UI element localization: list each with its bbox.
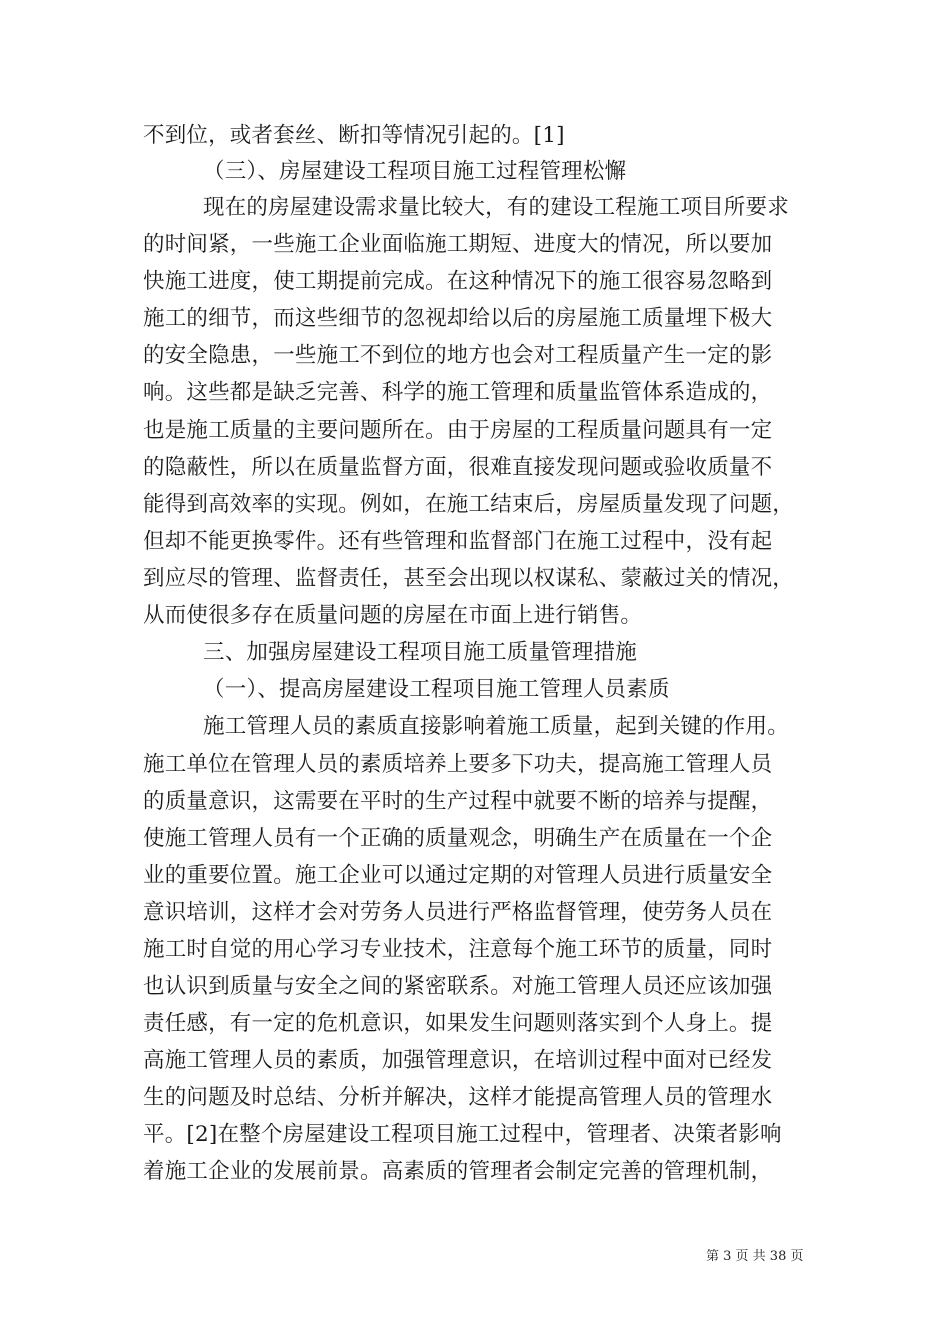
text-line: 着施工企业的发展前景。高素质的管理者会制定完善的管理机制， [143, 1159, 773, 1184]
text-line: 的安全隐患，一些施工不到位的地方也会对工程质量产生一定的影 [143, 343, 773, 368]
text-line: 高施工管理人员的素质，加强管理意识，在培训过程中面对已经发 [143, 1048, 773, 1073]
text-line: 施工单位在管理人员的素质培养上要多下功夫，提高施工管理人员 [143, 752, 773, 777]
text-line: 的时间紧，一些施工企业面临施工期短、进度大的情况，所以要加 [143, 232, 773, 257]
text-line: 能得到高效率的实现。例如，在施工结束后，房屋质量发现了问题， [143, 492, 795, 517]
text-line: 不到位，或者套丝、断扣等情况引起的。[1] [143, 123, 565, 148]
text-line: 施工管理人员的素质直接影响着施工质量，起到关键的作用。 [203, 714, 789, 739]
text-line: 到应尽的管理、监督责任，甚至会出现以权谋私、蒙蔽过关的情况， [143, 566, 795, 591]
subsection-heading: （一）、提高房屋建设工程项目施工管理人员素质 [203, 677, 670, 702]
text-line: 平。[2]在整个房屋建设工程项目施工过程中，管理者、决策者影响 [143, 1122, 782, 1147]
text-line: 响。这些都是缺乏完善、科学的施工管理和质量监管体系造成的， [143, 380, 773, 405]
text-line: 也是施工质量的主要问题所在。由于房屋的工程质量问题具有一定 [143, 418, 773, 443]
text-line: 意识培训，这样才会对劳务人员进行严格监督管理，使劳务人员在 [143, 900, 773, 925]
section-heading: 三、加强房屋建设工程项目施工质量管理措施 [203, 640, 638, 665]
text-line: 施工时自觉的用心学习专业技术，注意每个施工环节的质量，同时 [143, 937, 773, 962]
text-line: 施工的细节，而这些细节的忽视却给以后的房屋施工质量埋下极大 [143, 306, 773, 331]
text-line: 从而使很多存在质量问题的房屋在市面上进行销售。 [143, 603, 643, 628]
text-line: 快施工进度，使工期提前完成。在这种情况下的施工很容易忽略到 [143, 269, 773, 294]
text-line: 生的问题及时总结、分析并解决，这样才能提高管理人员的管理水 [143, 1085, 773, 1110]
text-line: 的质量意识，这需要在平时的生产过程中就要不断的培养与提醒， [143, 789, 773, 814]
section-heading: （三）、房屋建设工程项目施工过程管理松懈 [203, 159, 627, 184]
text-line: 的隐蔽性，所以在质量监督方面，很难直接发现问题或验收质量不 [143, 455, 773, 480]
page-number-footer: 第 3 页 共 38 页 [706, 1249, 804, 1264]
text-line: 责任感，有一定的危机意识，如果发生问题则落实到个人身上。提 [143, 1011, 773, 1036]
text-line: 也认识到质量与安全之间的紧密联系。对施工管理人员还应该加强 [143, 974, 773, 999]
text-line: 现在的房屋建设需求量比较大，有的建设工程施工项目所要求 [203, 195, 789, 220]
text-line: 业的重要位置。施工企业可以通过定期的对管理人员进行质量安全 [143, 863, 773, 888]
text-line: 但却不能更换零件。还有些管理和监督部门在施工过程中，没有起 [143, 529, 773, 554]
text-line: 使施工管理人员有一个正确的质量观念，明确生产在质量在一个企 [143, 826, 773, 851]
